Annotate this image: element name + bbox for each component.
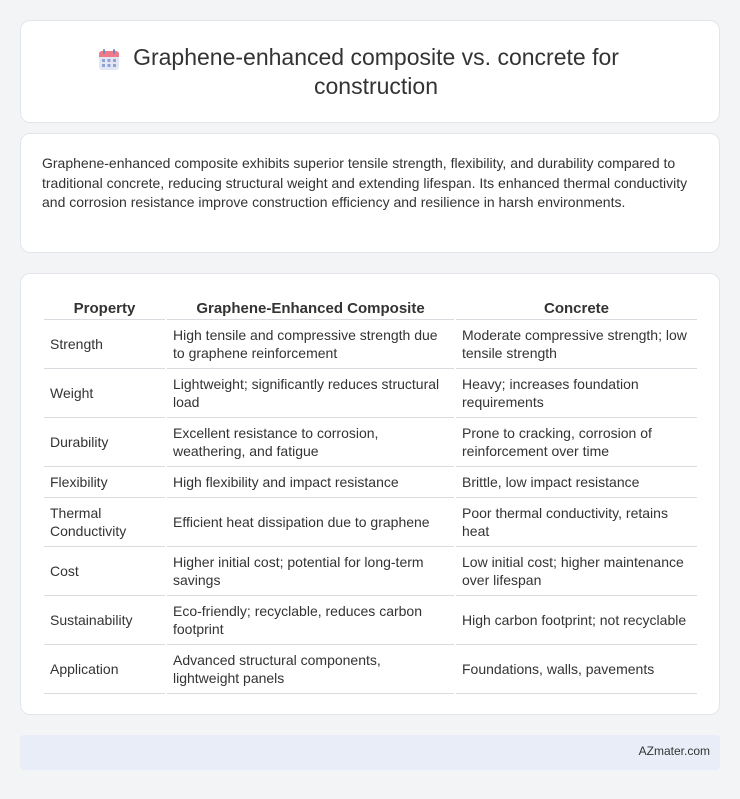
table-row [44, 320, 697, 369]
title-card [20, 20, 720, 123]
table-row [44, 498, 697, 547]
header-concrete: Concrete [456, 294, 697, 320]
table-row [44, 467, 697, 498]
cell-concrete: Low initial cost; higher maintenance over lifespan [456, 547, 697, 596]
cell-property: Application [44, 645, 165, 694]
table-row [44, 645, 697, 694]
cell-property: Flexibility [44, 467, 165, 498]
table-row [44, 418, 697, 467]
description-card [20, 133, 720, 253]
cell-concrete: High carbon footprint; not recyclable [456, 596, 697, 645]
cell-concrete: Prone to cracking, corrosion of reinforcement over time [456, 418, 697, 467]
comparison-card [20, 273, 720, 715]
description-text: Graphene-enhanced composite exhibits superior tensile strength, flexibility, and durability compared to traditional concrete, reducing structural weight and extending lifespan. Its enhanced thermal conductivity and corrosion resistance improve construction efficiency and resilience in harsh environments. [42, 155, 688, 210]
table-row [44, 369, 697, 418]
footer-bar [20, 735, 720, 770]
header-property: Property [44, 294, 165, 320]
cell-graphene: High flexibility and impact resistance [167, 467, 454, 498]
cell-concrete: Moderate compressive strength; low tensile strength [456, 320, 697, 369]
footer-brand: AZmater.com [638, 744, 710, 758]
table-row [44, 547, 697, 596]
cell-graphene: Efficient heat dissipation due to graphene [167, 498, 454, 547]
cell-graphene: High tensile and compressive strength due to graphene reinforcement [167, 320, 454, 369]
cell-graphene: Higher initial cost; potential for long-term savings [167, 547, 454, 596]
cell-property: Weight [44, 369, 165, 418]
cell-property: Strength [44, 320, 165, 369]
cell-property: Durability [44, 418, 165, 467]
table-row [44, 596, 697, 645]
table-header-row [44, 294, 697, 320]
cell-property: Sustainability [44, 596, 165, 645]
cell-property: Thermal Conductivity [44, 498, 165, 547]
cell-concrete: Brittle, low impact resistance [456, 467, 697, 498]
cell-concrete: Foundations, walls, pavements [456, 645, 697, 694]
comparison-table [42, 294, 699, 694]
calendar-icon [97, 48, 121, 72]
cell-graphene: Excellent resistance to corrosion, weathering, and fatigue [167, 418, 454, 467]
cell-graphene: Lightweight; significantly reduces structural load [167, 369, 454, 418]
page-title: Graphene-enhanced composite vs. concrete for construction [133, 44, 619, 99]
title-wrap [21, 43, 719, 101]
cell-graphene: Eco-friendly; recyclable, reduces carbon footprint [167, 596, 454, 645]
cell-graphene: Advanced structural components, lightweight panels [167, 645, 454, 694]
cell-concrete: Poor thermal conductivity, retains heat [456, 498, 697, 547]
cell-concrete: Heavy; increases foundation requirements [456, 369, 697, 418]
header-graphene: Graphene-Enhanced Composite [167, 294, 454, 320]
cell-property: Cost [44, 547, 165, 596]
